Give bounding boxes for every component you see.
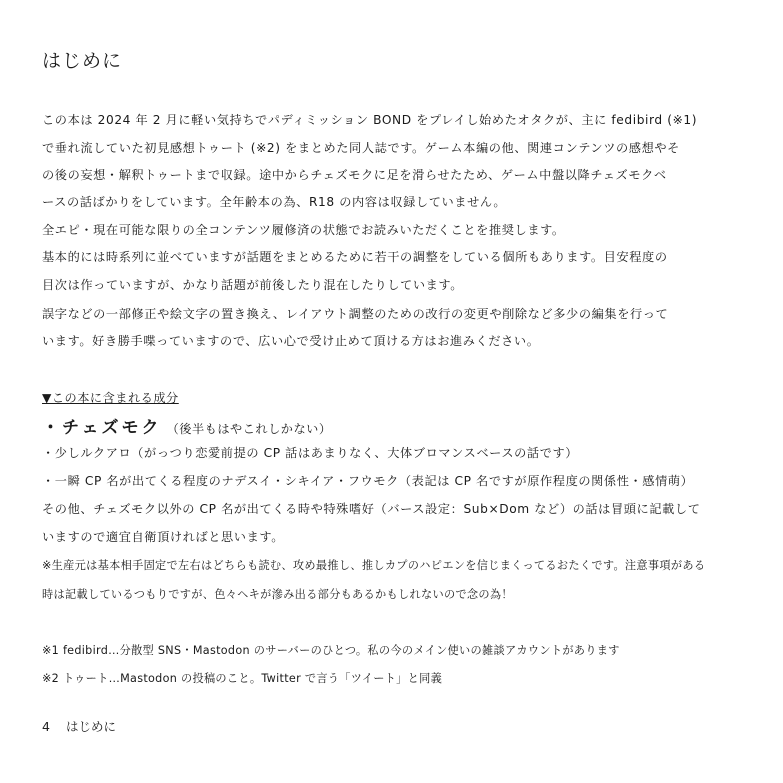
intro-line: で垂れ流していた初見感想トゥート (※2) をまとめた同人誌です。ゲーム本編の他、関連コンテンツの感想やそ	[42, 141, 680, 155]
section-line: その他、チェズモク以外の CP 名が出てくる時や特殊嗜好（バース設定：Sub×Dom など）の話は冒頭に記載して	[42, 502, 701, 516]
intro-line: 目次は作っていますが、かなり話題が前後したり混在したりしています。	[42, 278, 464, 292]
intro-line: ースの話ばかりをしています。全年齢本の為、R18 の内容は収録していません。	[42, 195, 507, 209]
main-pairing-label: ・チェズモク	[42, 418, 162, 438]
intro-line: います。好き勝手喋っていますので、広い心で受け止めて頂ける方はお進みください。	[42, 334, 540, 348]
section-line: ・一瞬 CP 名が出てくる程度のナデスイ・シキイア・フウモク（表記は CP 名ですが原作程度の関係性・感情萌）	[42, 474, 694, 488]
intro-line: 誤字などの一部修正や絵文字の置き換え、レイアウト調整のための改行の変更や削除など多少の編集を行って	[42, 307, 669, 321]
main-pairing	[42, 413, 332, 438]
section-line: ・少しルクアロ（がっつり恋愛前提の CP 話はあまりなく、大体ブロマンスベースの話です）	[42, 446, 579, 460]
footer-section-name: はじめに	[65, 719, 116, 734]
section-line: いますので適宜自衛頂ければと思います。	[42, 530, 284, 544]
intro-line: 全エピ・現在可能な限りの全コンテンツ履修済の状態でお読みいただくことを推奨します。	[42, 223, 565, 237]
page-title: はじめに	[42, 50, 123, 72]
footnote: ※2 トゥート…Mastodon の投稿のこと。Twitter で言う「ツイート」と同義	[42, 672, 443, 685]
footnote: ※1 fedibird…分散型 SNS・Mastodon のサーバーのひとつ。私の今のメイン使いの雑談アカウントがあります	[42, 644, 620, 657]
intro-line: 基本的には時系列に並べていますが話題をまとめるために若干の調整をしている個所もあります。目安程度の	[42, 250, 668, 264]
intro-line: この本は 2024 年 2 月に軽い気持ちでパディミッション BOND をプレイし始めたオタクが、主に fedibird (※1)	[42, 113, 698, 127]
page-number: 4	[42, 719, 50, 734]
producer-note-line: ※生産元は基本相手固定で左右はどちらも読む、攻め最推し、推しカプのハピエンを信じまくってるおたくです。注意事項がある	[42, 559, 706, 572]
page-footer	[42, 717, 116, 735]
producer-note-line: 時は記載しているつもりですが、色々ヘキが滲み出る部分もあるかもしれないので念の為！	[42, 588, 513, 601]
main-pairing-note: （後半もはやこれしかない）	[166, 422, 332, 436]
intro-line: の後の妄想・解釈トゥートまで収録。途中からチェズモクに足を滑らせたため、ゲーム中盤以降チェズモクベ	[42, 168, 667, 182]
section-heading: ▼この本に含まれる成分	[42, 391, 179, 405]
